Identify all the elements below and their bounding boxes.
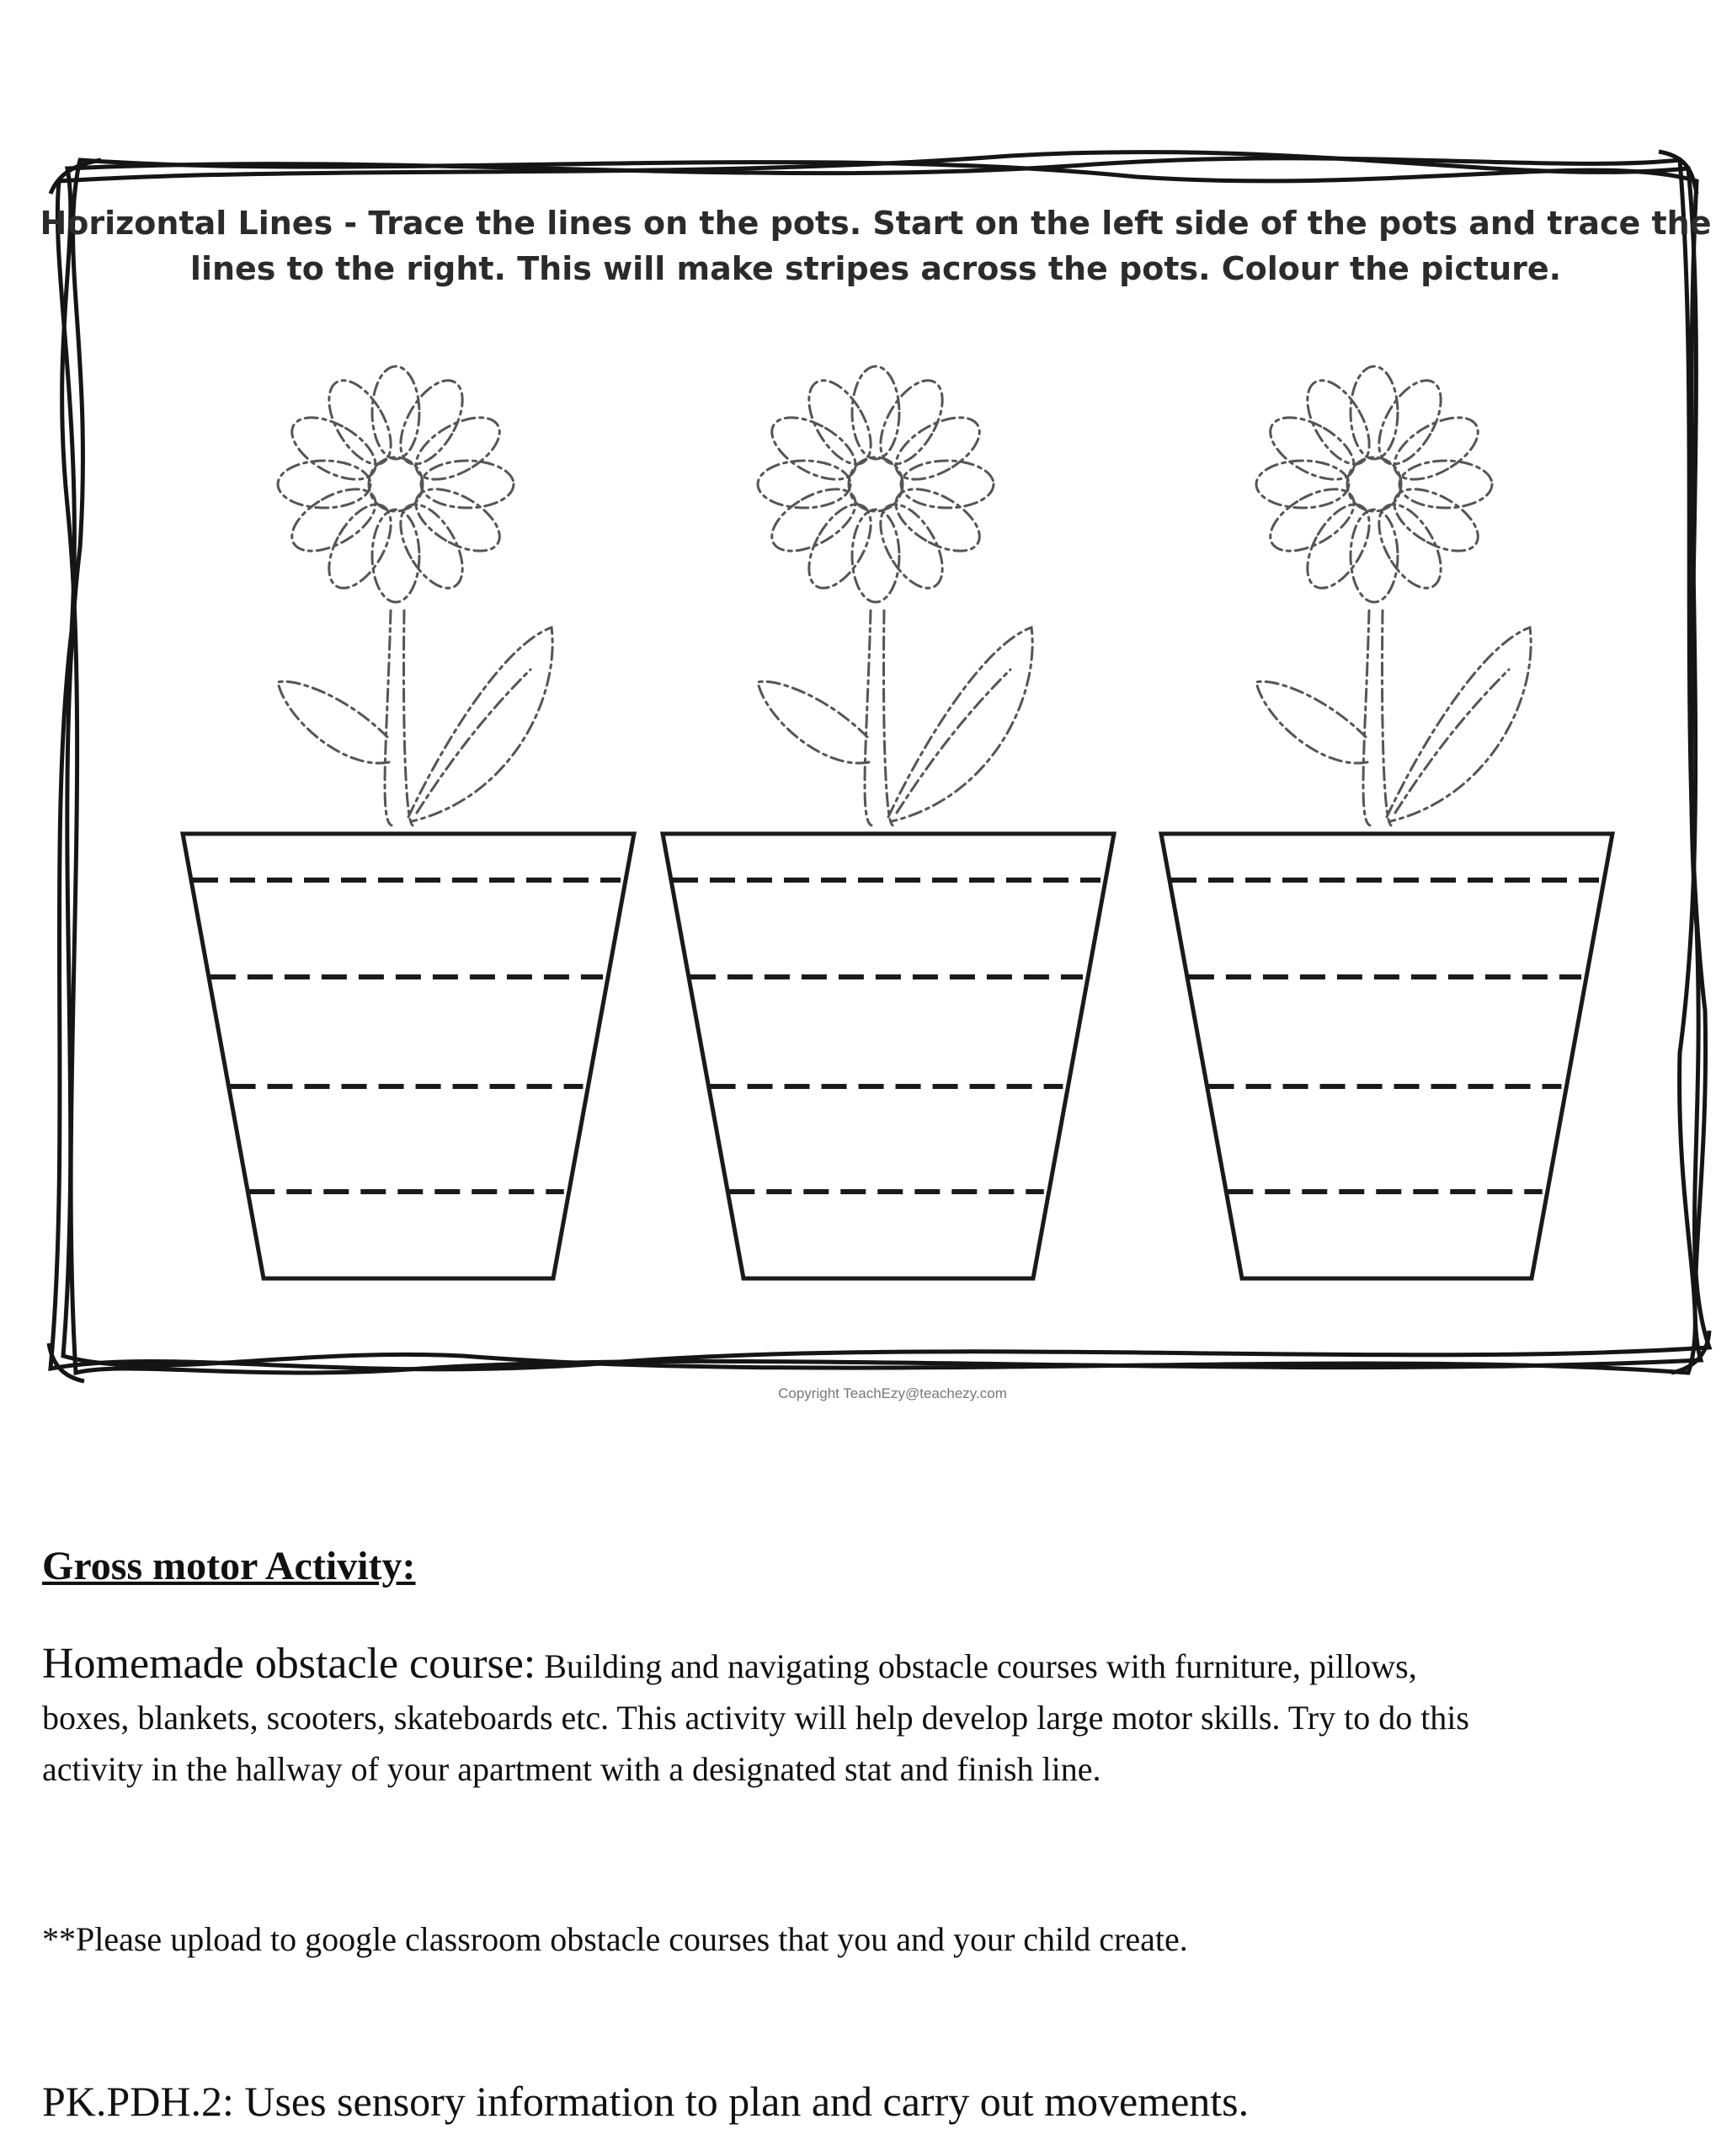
learning-standard: PK.PDH.2: Uses sensory information to plan and carry out movements. (42, 2078, 1250, 2125)
worksheet-copyright: Copyright TeachEzy@teachezy.com (778, 1385, 1007, 1401)
activity-title: Homemade obstacle course: (42, 1640, 536, 1688)
flower-pots (183, 366, 1612, 1278)
flower-outline (278, 366, 552, 825)
flower-outline (758, 366, 1032, 825)
flower-pot (663, 834, 1114, 1278)
worksheet-instructions-line-2: lines to the right. This will make stripes across the pots. Colour the picture. (189, 250, 1562, 287)
flower-outline (1256, 366, 1531, 825)
upload-note: **Please upload to google classroom obstacle courses that you and your child create. (42, 1920, 1188, 1958)
flower-pot (183, 834, 634, 1278)
worksheet-instructions-line-1: Horizontal Lines - Trace the lines on the pots. Start on the left side of the pots and trace the (40, 205, 1712, 242)
activity-body: Building and navigating obstacle courses with furniture, pillows, boxes, blankets, scooters, skateboards etc. This activity will help develop large motor skills. Try to do this activity in the hallway of your apartment with a designated stat and finish line. (42, 1647, 1469, 1788)
activity-section (42, 1541, 1692, 2128)
flower-pot (1161, 834, 1612, 1278)
activity-heading: Gross motor Activity: (42, 1544, 416, 1588)
activity-description (42, 1638, 1490, 1795)
worksheet-frame (49, 152, 1709, 1381)
